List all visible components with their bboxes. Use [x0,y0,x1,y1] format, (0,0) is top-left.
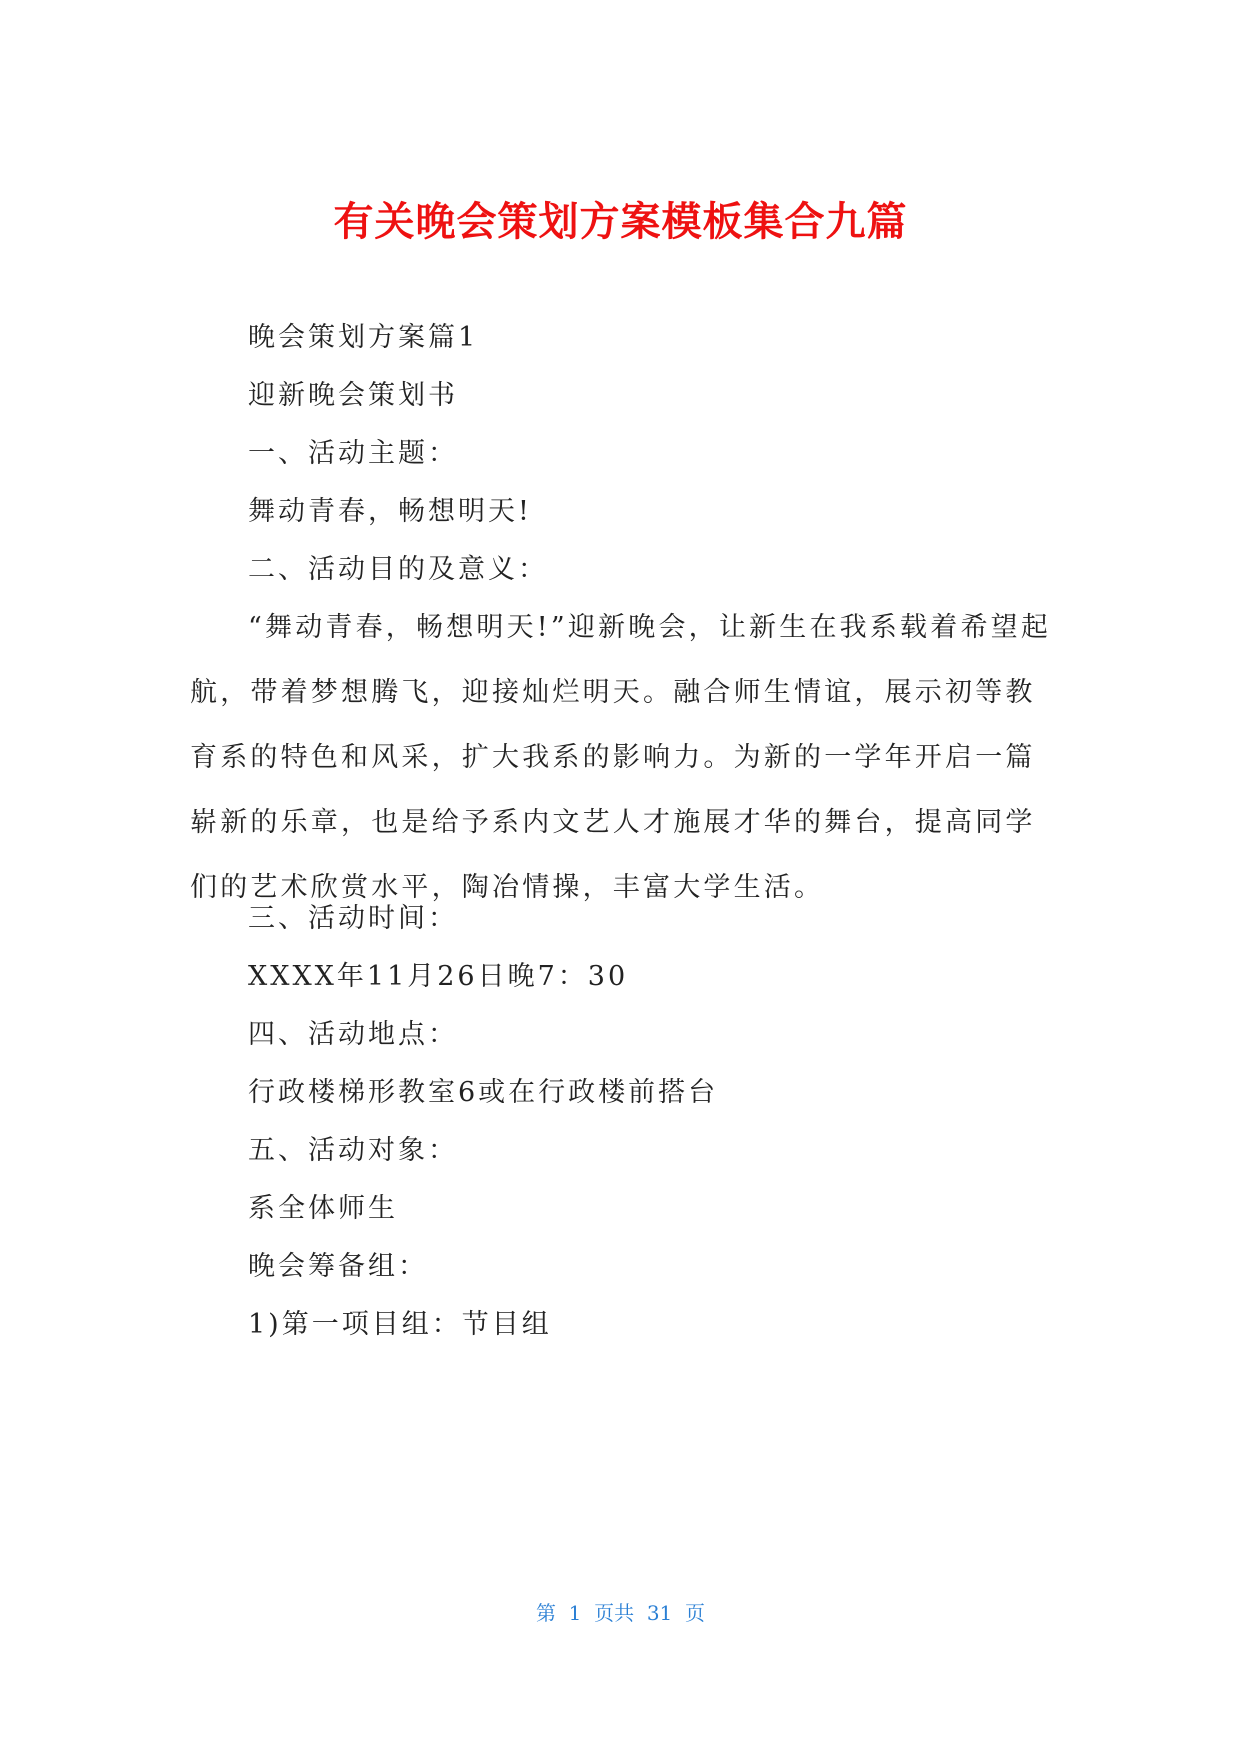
location-text: 行政楼梯形教室6或在行政楼前搭台 [248,1077,719,1108]
heading-theme: 一、活动主题： [248,438,458,469]
heading-location: 四、活动地点： [248,1019,458,1050]
heading-audience: 五、活动对象： [248,1135,458,1166]
time-text: XXXX年11月26日晚7：30 [248,961,629,992]
purpose-paragraph: “舞动青春，畅想明天!”迎新晚会，让新生在我系载着希望起航，带着梦想腾飞，迎接灿烂明天。融合师生情谊，展示初等教育系的特色和风采，扩大我系的影响力。为新的一学年开启一篇崭新的乐章，也是给予系内文艺人才施展才华的舞台，提高同学们的艺术欣赏水平，陶冶情操，丰富大学生活。 [190,612,1052,903]
page-footer: 第 1 页共 31 页 [535,1601,706,1625]
committee-item-1: 1)第一项目组：节目组 [248,1309,552,1340]
committee-heading: 晚会筹备组： [248,1251,428,1282]
heading-time: 三、活动时间： [248,903,458,934]
section-heading-1: 晚会策划方案篇1 [248,322,479,353]
audience-text: 系全体师生 [248,1193,398,1224]
theme-text: 舞动青春，畅想明天! [248,496,532,527]
heading-purpose: 二、活动目的及意义： [248,554,548,585]
subtitle-line: 迎新晚会策划书 [248,380,458,411]
document-title: 有关晚会策划方案模板集合九篇 [333,199,908,245]
